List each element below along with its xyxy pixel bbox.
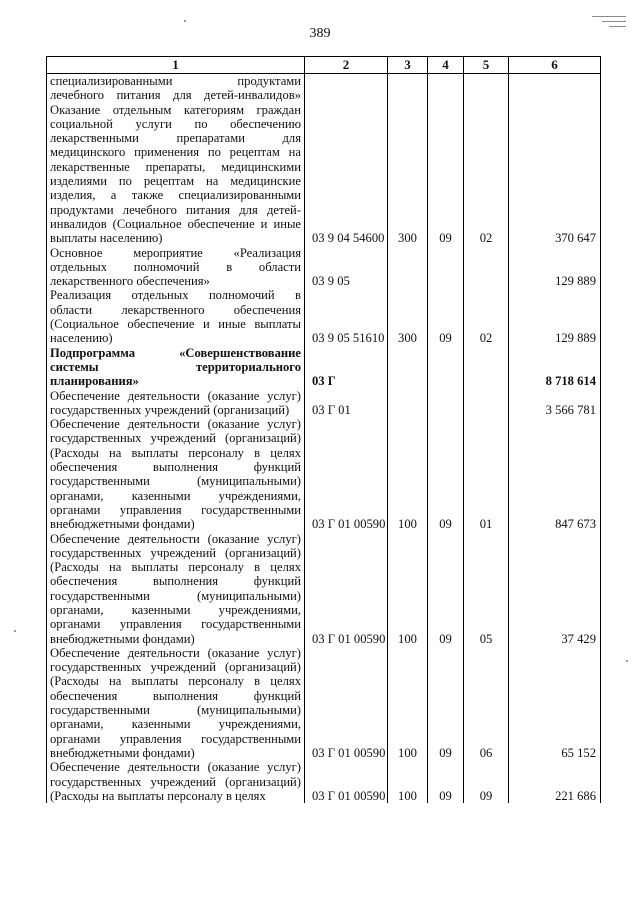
- description-line: внебюджетными фондами): [50, 517, 195, 532]
- subsection: 09: [464, 760, 509, 803]
- description-line: органами управления государственными: [50, 731, 301, 746]
- budget-code: 03 Г 01: [305, 389, 388, 418]
- column-header: 6: [509, 57, 601, 74]
- description-line: инвалидов (Социальное обеспечение и иные: [50, 216, 301, 231]
- expense-type: [388, 346, 428, 389]
- description-line: внебюджетными фондами): [50, 631, 195, 646]
- expense-type: [388, 389, 428, 418]
- scan-speck: [14, 630, 16, 632]
- table-row: [47, 646, 601, 760]
- description-line: населению): [50, 331, 113, 346]
- subsection: 05: [464, 532, 509, 646]
- description-line: Реализация отдельных полномочий в: [50, 288, 301, 303]
- description-line: органами, казенными учреждениями,: [50, 717, 301, 732]
- description-line: государственных учреждений (организаций): [50, 402, 290, 417]
- row-description: [47, 389, 305, 418]
- description-line: Оказание отдельным категориям граждан: [50, 102, 301, 117]
- subsection: [464, 346, 509, 389]
- row-description: [47, 346, 305, 389]
- description-line: отдельных полномочий в области: [50, 259, 301, 274]
- row-description: [47, 74, 305, 246]
- scan-speck: [626, 660, 628, 662]
- subsection: 01: [464, 417, 509, 531]
- description-line: лекарственными препаратами для: [50, 131, 301, 146]
- row-description: [47, 417, 305, 531]
- scan-mark: [592, 12, 626, 40]
- description-line: области лекарственного обеспечения: [50, 302, 301, 317]
- budget-code: 03 Г: [305, 346, 388, 389]
- subsection: [464, 246, 509, 289]
- table-row: [47, 389, 601, 418]
- description-line: Обеспечение деятельности (оказание услуг): [50, 645, 301, 660]
- description-line: государственных учреждений (организаций): [50, 660, 301, 675]
- expense-type: 100: [388, 646, 428, 760]
- description-line: обеспечения выполнения функций: [50, 460, 301, 475]
- section: 09: [428, 646, 464, 760]
- amount: 847 673: [509, 417, 601, 531]
- row-description: [47, 760, 305, 803]
- budget-code: 03 Г 01 00590: [305, 532, 388, 646]
- amount: 370 647: [509, 74, 601, 246]
- description-line: Основное мероприятие «Реализация: [50, 245, 301, 260]
- description-line: Обеспечение деятельности (оказание услуг): [50, 760, 301, 775]
- description-line: изделиями по рецептам на медицинские: [50, 174, 301, 189]
- description-line: системы территориального: [50, 359, 301, 374]
- description-line: Подпрограмма «Совершенствование: [50, 345, 301, 360]
- description-line: государственными (муниципальными): [50, 703, 301, 718]
- description-line: государственных учреждений (организаций): [50, 545, 301, 560]
- expense-type: [388, 246, 428, 289]
- budget-code: 03 9 05 51610: [305, 288, 388, 345]
- budget-code: 03 Г 01 00590: [305, 417, 388, 531]
- description-line: социальной услуги по обеспечению: [50, 116, 301, 131]
- description-line: обеспечения выполнения функций: [50, 688, 301, 703]
- section: 09: [428, 760, 464, 803]
- budget-table: [46, 56, 601, 803]
- section: 09: [428, 532, 464, 646]
- scan-speck: [184, 20, 186, 22]
- description-line: органами, казенными учреждениями,: [50, 602, 301, 617]
- budget-code: 03 Г 01 00590: [305, 760, 388, 803]
- expense-type: 100: [388, 532, 428, 646]
- description-line: государственных учреждений (организаций): [50, 431, 301, 446]
- description-line: (Расходы на выплаты персоналу в целях: [50, 445, 301, 460]
- description-line: изделия, а также специализированными: [50, 188, 301, 203]
- budget-code: 03 9 05: [305, 246, 388, 289]
- amount: 37 429: [509, 532, 601, 646]
- table-row: [47, 288, 601, 345]
- row-description: [47, 646, 305, 760]
- column-header: 3: [388, 57, 428, 74]
- table-header-row: [47, 57, 601, 74]
- column-header: 2: [305, 57, 388, 74]
- description-line: государственных учреждений (организаций): [50, 774, 301, 789]
- amount: 129 889: [509, 288, 601, 345]
- table-row: [47, 760, 601, 803]
- expense-type: 100: [388, 760, 428, 803]
- description-line: органами, казенными учреждениями,: [50, 488, 301, 503]
- row-description: [47, 246, 305, 289]
- budget-code: 03 Г 01 00590: [305, 646, 388, 760]
- row-description: [47, 532, 305, 646]
- description-line: внебюджетными фондами): [50, 745, 195, 760]
- description-line: Обеспечение деятельности (оказание услуг): [50, 417, 301, 432]
- description-line: специализированными продуктами: [50, 74, 301, 88]
- description-line: Обеспечение деятельности (оказание услуг): [50, 388, 301, 403]
- amount: 8 718 614: [509, 346, 601, 389]
- table-row: [47, 417, 601, 531]
- table-row: [47, 74, 601, 246]
- budget-code: 03 9 04 54600: [305, 74, 388, 246]
- expense-type: 100: [388, 417, 428, 531]
- expense-type: 300: [388, 288, 428, 345]
- subsection: 02: [464, 74, 509, 246]
- description-line: лечебного питания для детей-инвалидов»: [50, 88, 301, 103]
- description-line: Обеспечение деятельности (оказание услуг): [50, 531, 301, 546]
- table-row: [47, 246, 601, 289]
- description-line: (Расходы на выплаты персоналу в целях: [50, 674, 301, 689]
- table-row: [47, 346, 601, 389]
- description-line: лекарственные препараты, медицинскими: [50, 159, 301, 174]
- description-line: продуктами лечебного питания для детей-: [50, 202, 301, 217]
- description-line: лекарственного обеспечения»: [50, 274, 210, 289]
- description-line: государственными (муниципальными): [50, 474, 301, 489]
- column-header: 1: [47, 57, 305, 74]
- section: 09: [428, 74, 464, 246]
- description-line: органами управления государственными: [50, 617, 301, 632]
- description-line: государственными (муниципальными): [50, 588, 301, 603]
- amount: 129 889: [509, 246, 601, 289]
- section: [428, 346, 464, 389]
- section: 09: [428, 417, 464, 531]
- amount: 65 152: [509, 646, 601, 760]
- subsection: 02: [464, 288, 509, 345]
- description-line: (Социальное обеспечение и иные выплаты: [50, 317, 301, 332]
- description-line: органами управления государственными: [50, 502, 301, 517]
- description-line: планирования»: [50, 374, 139, 389]
- section: 09: [428, 288, 464, 345]
- description-line: медицинского применения по рецептам на: [50, 145, 301, 160]
- subsection: 06: [464, 646, 509, 760]
- description-line: обеспечения выполнения функций: [50, 574, 301, 589]
- description-line: выплаты населению): [50, 231, 163, 246]
- column-header: 4: [428, 57, 464, 74]
- expense-type: 300: [388, 74, 428, 246]
- section: [428, 246, 464, 289]
- description-line: (Расходы на выплаты персоналу в целях: [50, 560, 301, 575]
- page-number: 389: [309, 26, 331, 41]
- column-header: 5: [464, 57, 509, 74]
- amount: 3 566 781: [509, 389, 601, 418]
- row-description: [47, 288, 305, 345]
- table-body: [47, 74, 601, 804]
- subsection: [464, 389, 509, 418]
- amount: 221 686: [509, 760, 601, 803]
- table-row: [47, 532, 601, 646]
- description-line: (Расходы на выплаты персоналу в целях: [50, 788, 266, 803]
- section: [428, 389, 464, 418]
